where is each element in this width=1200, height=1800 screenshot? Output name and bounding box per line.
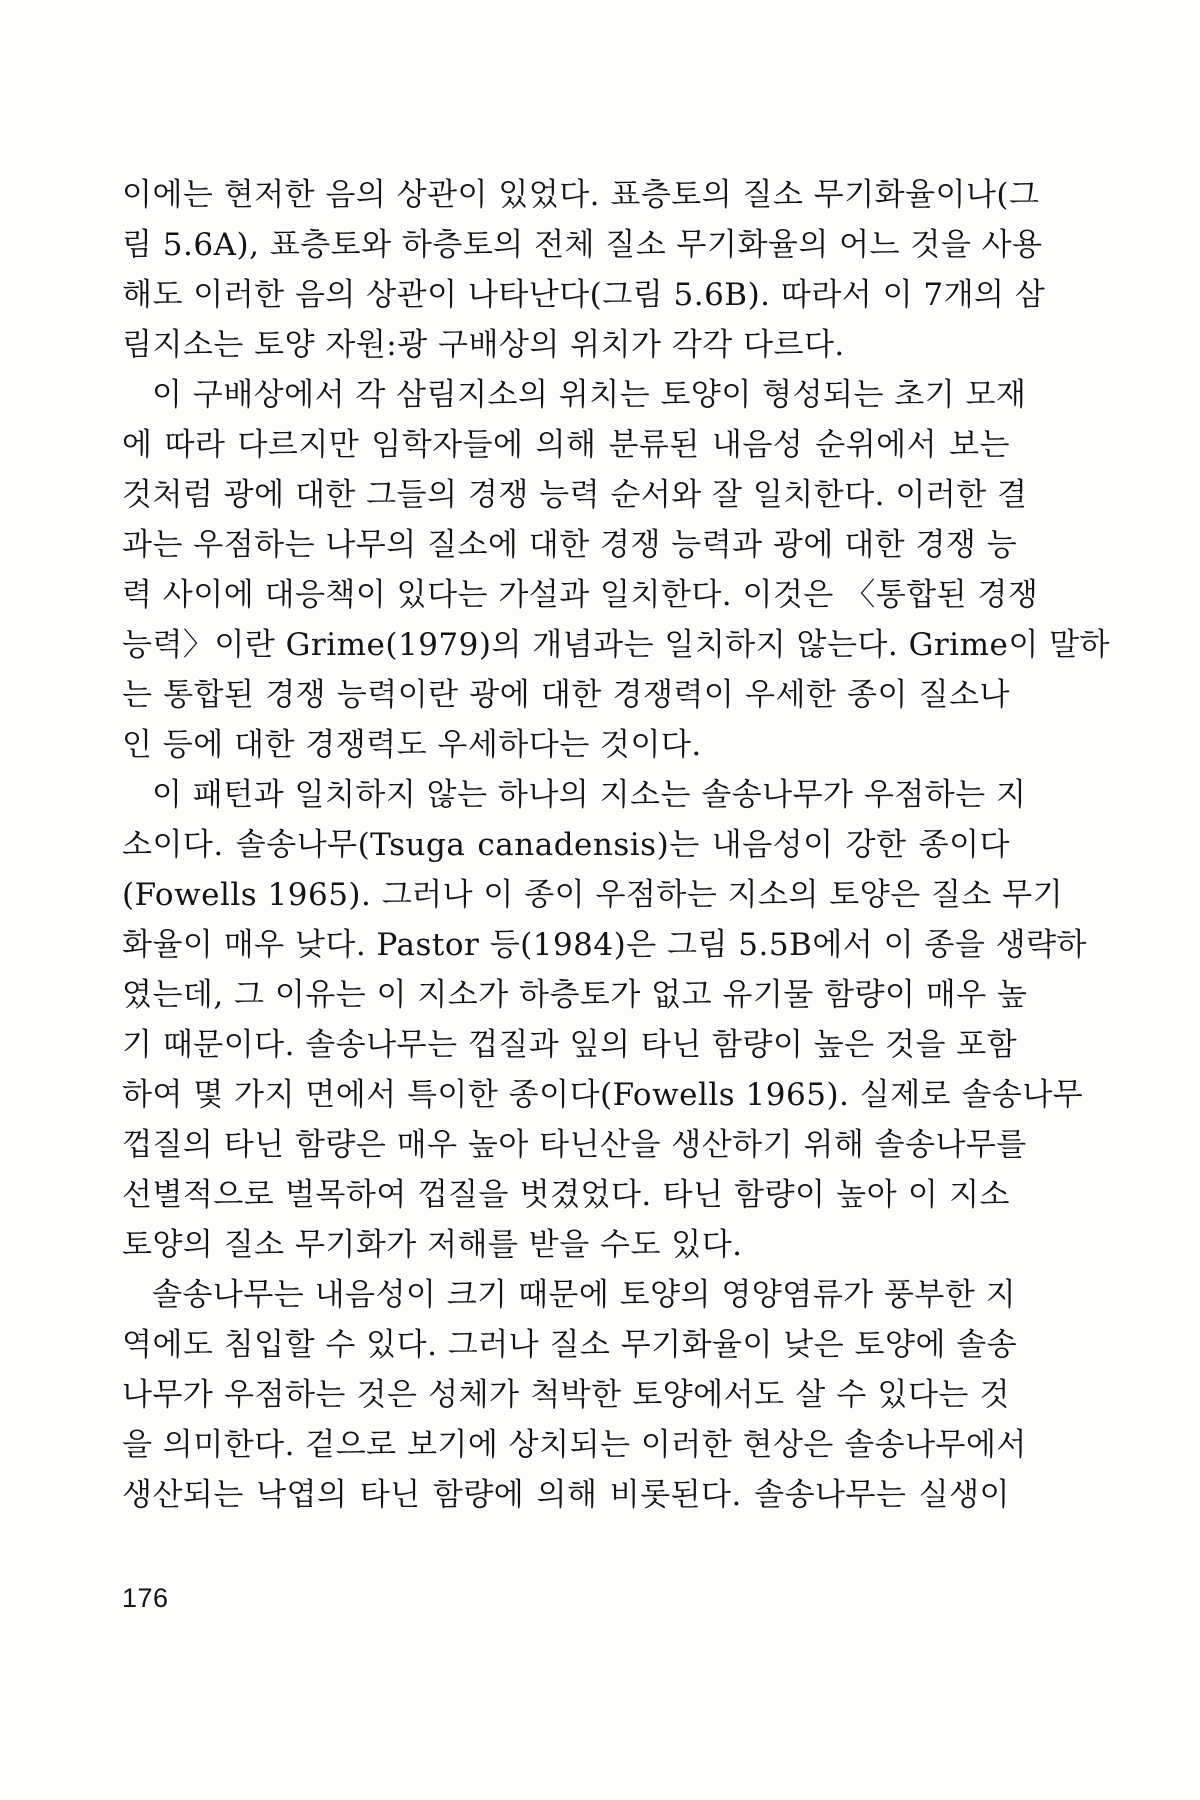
- text-line: 력 사이에 대응책이 있다는 가설과 일치한다. 이것은 〈통합된 경쟁: [122, 577, 1039, 613]
- body-text: [122, 170, 1111, 1520]
- text-line: 토양의 질소 무기화가 저해를 받을 수도 있다.: [122, 1227, 743, 1263]
- text-line: 이에는 현저한 음의 상관이 있었다. 표층토의 질소 무기화율이나(그: [122, 177, 1040, 213]
- text-line: 였는데, 그 이유는 이 지소가 하층토가 없고 유기물 함량이 매우 높: [122, 977, 1028, 1013]
- text-line: 는 통합된 경쟁 능력이란 광에 대한 경쟁력이 우세한 종이 질소나: [122, 677, 1010, 713]
- text-line: 림지소는 토양 자원:광 구배상의 위치가 각각 다르다.: [122, 327, 845, 363]
- text-line: 기 때문이다. 솔송나무는 껍질과 잎의 타닌 함량이 높은 것을 포함: [122, 1027, 1018, 1063]
- text-line: 을 의미한다. 겉으로 보기에 상치되는 이러한 현상은 솔송나무에서: [122, 1427, 1027, 1463]
- text-line: 림 5.6A), 표층토와 하층토의 전체 질소 무기화율의 어느 것을 사용: [122, 227, 1043, 263]
- text-line: 선별적으로 벌목하여 껍질을 벗겼었다. 타닌 함량이 높아 이 지소: [122, 1177, 1010, 1213]
- text-line: 소이다. 솔송나무(Tsuga canadensis)는 내음성이 강한 종이다: [122, 827, 1010, 863]
- text-line: 인 등에 대한 경쟁력도 우세하다는 것이다.: [122, 727, 702, 763]
- text-line: 능력〉이란 Grime(1979)의 개념과는 일치하지 않는다. Grime이 말하: [122, 627, 1111, 663]
- text-line: 화율이 매우 낮다. Pastor 등(1984)은 그림 5.5B에서 이 종을 생략하: [122, 927, 1087, 963]
- text-line: 이 패턴과 일치하지 않는 하나의 지소는 솔송나무가 우점하는 지: [152, 777, 1027, 813]
- text-line: 껍질의 타닌 함량은 매우 높아 타닌산을 생산하기 위해 솔송나무를: [122, 1127, 1027, 1163]
- text-line: 나무가 우점하는 것은 성체가 척박한 토양에서도 살 수 있다는 것: [122, 1377, 1010, 1413]
- text-line: 것처럼 광에 대한 그들의 경쟁 능력 순서와 잘 일치한다. 이러한 결: [122, 477, 1028, 513]
- page-number: 176: [122, 1583, 169, 1613]
- text-line: 역에도 침입할 수 있다. 그러나 질소 무기화율이 낮은 토양에 솔송: [122, 1327, 1018, 1363]
- text-line: 이 구배상에서 각 삼림지소의 위치는 토양이 형성되는 초기 모재: [152, 377, 1027, 413]
- text-line: (Fowells 1965). 그러나 이 종이 우점하는 지소의 토양은 질소 무기: [122, 877, 1064, 913]
- text-line: 해도 이러한 음의 상관이 나타난다(그림 5.6B). 따라서 이 7개의 삼: [122, 277, 1046, 313]
- text-line: 생산되는 낙엽의 타닌 함량에 의해 비롯된다. 솔송나무는 실생이: [122, 1477, 1010, 1513]
- text-line: 과는 우점하는 나무의 질소에 대한 경쟁 능력과 광에 대한 경쟁 능: [122, 527, 1018, 563]
- text-line: 솔송나무는 내음성이 크기 때문에 토양의 영양염류가 풍부한 지: [152, 1277, 1017, 1313]
- text-line: 에 따라 다르지만 임학자들에 의해 분류된 내음성 순위에서 보는: [122, 427, 1010, 463]
- text-line: 하여 몇 가지 면에서 특이한 종이다(Fowells 1965). 실제로 솔송나무: [122, 1077, 1084, 1113]
